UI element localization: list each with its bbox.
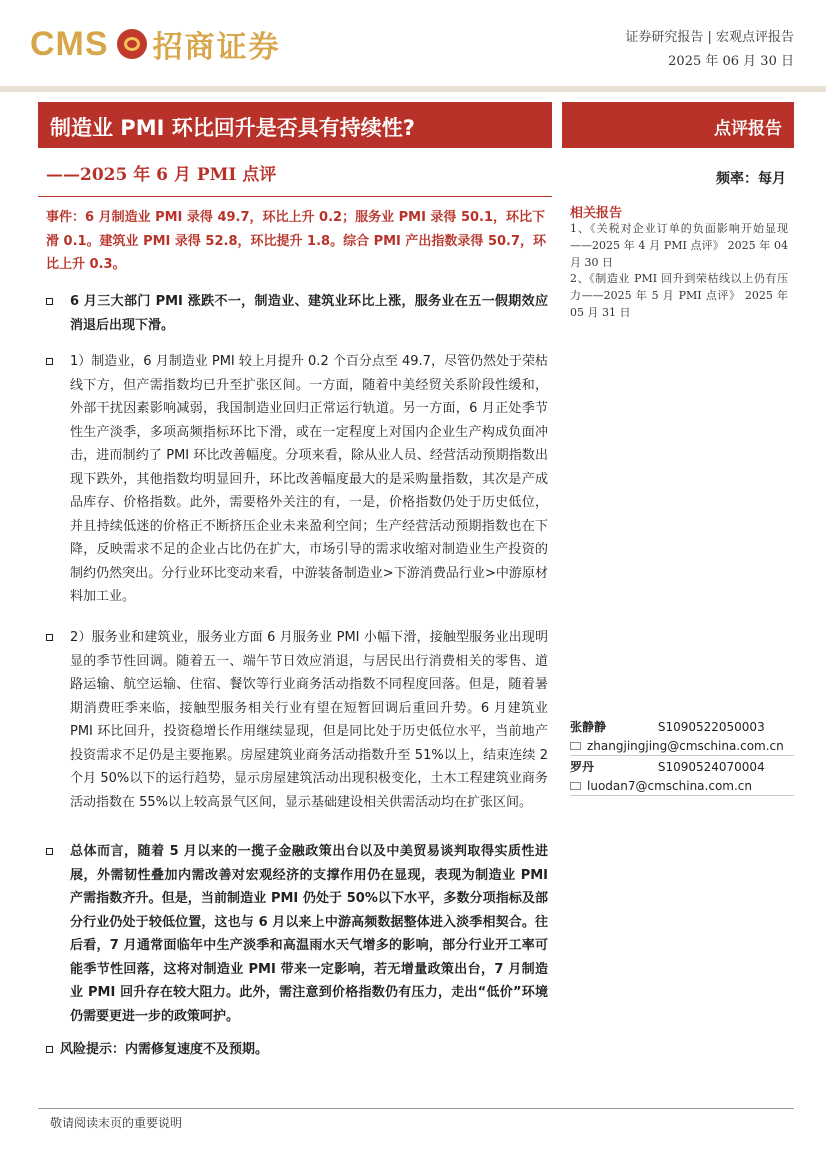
bullet-square-icon (46, 1046, 53, 1053)
bullet-overview (46, 290, 548, 337)
bullet-text: 6 月三大部门 PMI 涨跌不一，制造业、建筑业环比上涨，服务业在五一假期效应消退后出现下滑。 (70, 294, 548, 333)
footer-divider (38, 1108, 794, 1109)
bullet-manufacturing (46, 350, 548, 609)
report-meta (625, 26, 794, 74)
bullet-services-construction (46, 626, 548, 814)
analyst-cert: S1090524070004 (657, 760, 765, 774)
bullet-square-icon (46, 358, 53, 365)
frequency: 频率：每月 (716, 171, 786, 187)
title-bar (38, 102, 552, 148)
analyst-name: 张静静 (570, 720, 607, 734)
side-label: 点评报告 (714, 119, 782, 139)
analyst-name: 罗丹 (570, 760, 595, 774)
report-type: 证券研究报告 | 宏观点评报告 (625, 30, 794, 45)
event-summary: 事件：6 月制造业 PMI 录得 49.7，环比上升 0.2；服务业 PMI 录得 50.1，环比下滑 0.1。建筑业 PMI 录得 52.8，环比提升 1.8。综合 PMI 产出指数录得 50.7，环比上升 0.3。 (46, 210, 547, 272)
analyst-email[interactable]: zhangjingjing@cmschina.com.cn (587, 739, 784, 753)
title-divider (38, 196, 552, 197)
bullet-text: 1）制造业，6 月制造业 PMI 较上月提升 0.2 个百分点至 49.7，尽管仍然处于荣枯线下方，但产需指数均已升至扩张区间。一方面，随着中美经贸关系阶段性缓和，外部干扰因素影响减弱，我国制造业回归正常运行轨道。另一方面，6 月正处季节性生产淡季，多项高频指标环比下滑，或在一定程度上对国内企业生产构成负面冲击，进而制约了 PMI 环比改善幅度。分项来看，除从业人员、经营活动预期指数出现下跌外，其他指数均明显回升，环比改善幅度最大的是采购量指数，其次是产成品库存、价格指数。此外，需要格外关注的有，一是，价格指数仍处于历史低位，并且持续低迷的价格正不断挤压企业未来盈利空间；生产经营活动预期指数也在下降，反映需求不足的企业占比仍在扩大，市场引导的需求收缩对制造业生产投资的制约仍然突出。分行业环比变动来看，中游装备制造业>下游消费品行业>中游原材料加工业。 (70, 354, 548, 604)
report-date: 2025 年 06 月 30 日 (668, 54, 794, 69)
logo-cn-text: 招商证券 (152, 30, 281, 65)
analyst-email-row (570, 779, 794, 793)
bullet-square-icon (46, 848, 53, 855)
related-reports-heading: 相关报告 (570, 206, 623, 221)
page-subtitle: ——2025 年 6 月 PMI 点评 (46, 165, 277, 185)
bullet-text: 2）服务业和建筑业，服务业方面 6 月服务业 PMI 小幅下滑，接触型服务业出现明显的季节性回调。随着五一、端午节日效应消退，与居民出行消费相关的零售、道路运输、航空运输、住宿、餐饮等行业商务活动指数不同程度回落。但是，随着暑期消费旺季来临，接触型服务相关行业有望在短暂回调后重回升势。6 月建筑业 PMI 环比回升，投资稳增长作用继续显现，但是同比处于历史低位水平，当前地产投资需求不足仍是主要拖累。房屋建筑业商务活动指数升至 51%以上，结束连续 2 个月 50%以下的运行趋势，显示房屋建筑活动出现积极变化，土木工程建筑业商务活动指数在 55%以上较高景气区间，显示基础建设相关供需活动均在扩张区间。 (70, 630, 548, 810)
logo-cms-text: CMS (30, 24, 109, 63)
footer-note: 敬请阅读末页的重要说明 (50, 1116, 183, 1130)
bullet-text: 风险提示：内需修复速度不及预期。 (60, 1042, 269, 1057)
related-report-item: 2、《制造业 PMI 回升到荣枯线以上仍有压力——2025 年 5 月 PMI 点评》 2025 年 05 月 31 日 (570, 272, 788, 319)
logo-emblem-icon (117, 29, 147, 59)
analyst-cert: S1090522050003 (657, 720, 765, 734)
analyst-divider (570, 755, 794, 756)
analyst-email[interactable]: luodan7@cmschina.com.cn (587, 779, 752, 793)
company-logo (30, 22, 281, 66)
analyst-entry (570, 718, 794, 735)
mail-icon (570, 742, 581, 750)
side-label-bar (562, 102, 794, 148)
bullet-square-icon (46, 634, 53, 641)
mail-icon (570, 782, 581, 790)
bullet-conclusion (46, 840, 548, 1028)
analyst-email-row (570, 739, 794, 753)
analyst-divider (570, 795, 794, 796)
header-divider (0, 86, 826, 92)
related-report-item: 1、《关税对企业订单的负面影响开始显现——2025 年 4 月 PMI 点评》 2025 年 04 月 30 日 (570, 222, 788, 269)
bullet-text: 总体而言，随着 5 月以来的一揽子金融政策出台以及中美贸易谈判取得实质性进展，外需韧性叠加内需改善对宏观经济的支撑作用仍在显现，表现为制造业 PMI 产需指数齐升。但是，当前制造业 PMI 仍处于 50%以下水平，多数分项指标及部分行业仍处于较低位置，这也与 6 月以来上中游高频数据整体进入淡季相契合。往后看，7 月通常面临年中生产淡季和高温雨水天气增多的影响，部分行业开工率可能季节性回落，这将对制造业 PMI 带来一定影响，若无增量政策出台，7 月制造业 PMI 回升存在较大阻力。此外，需注意到价格指数仍有压力，走出“低价”环境仍需要更进一步的政策呵护。 (70, 844, 548, 1024)
bullet-square-icon (46, 298, 53, 305)
bullet-risk (46, 1038, 548, 1062)
page-title: 制造业 PMI 环比回升是否具有持续性? (50, 116, 415, 140)
analyst-entry (570, 758, 794, 775)
